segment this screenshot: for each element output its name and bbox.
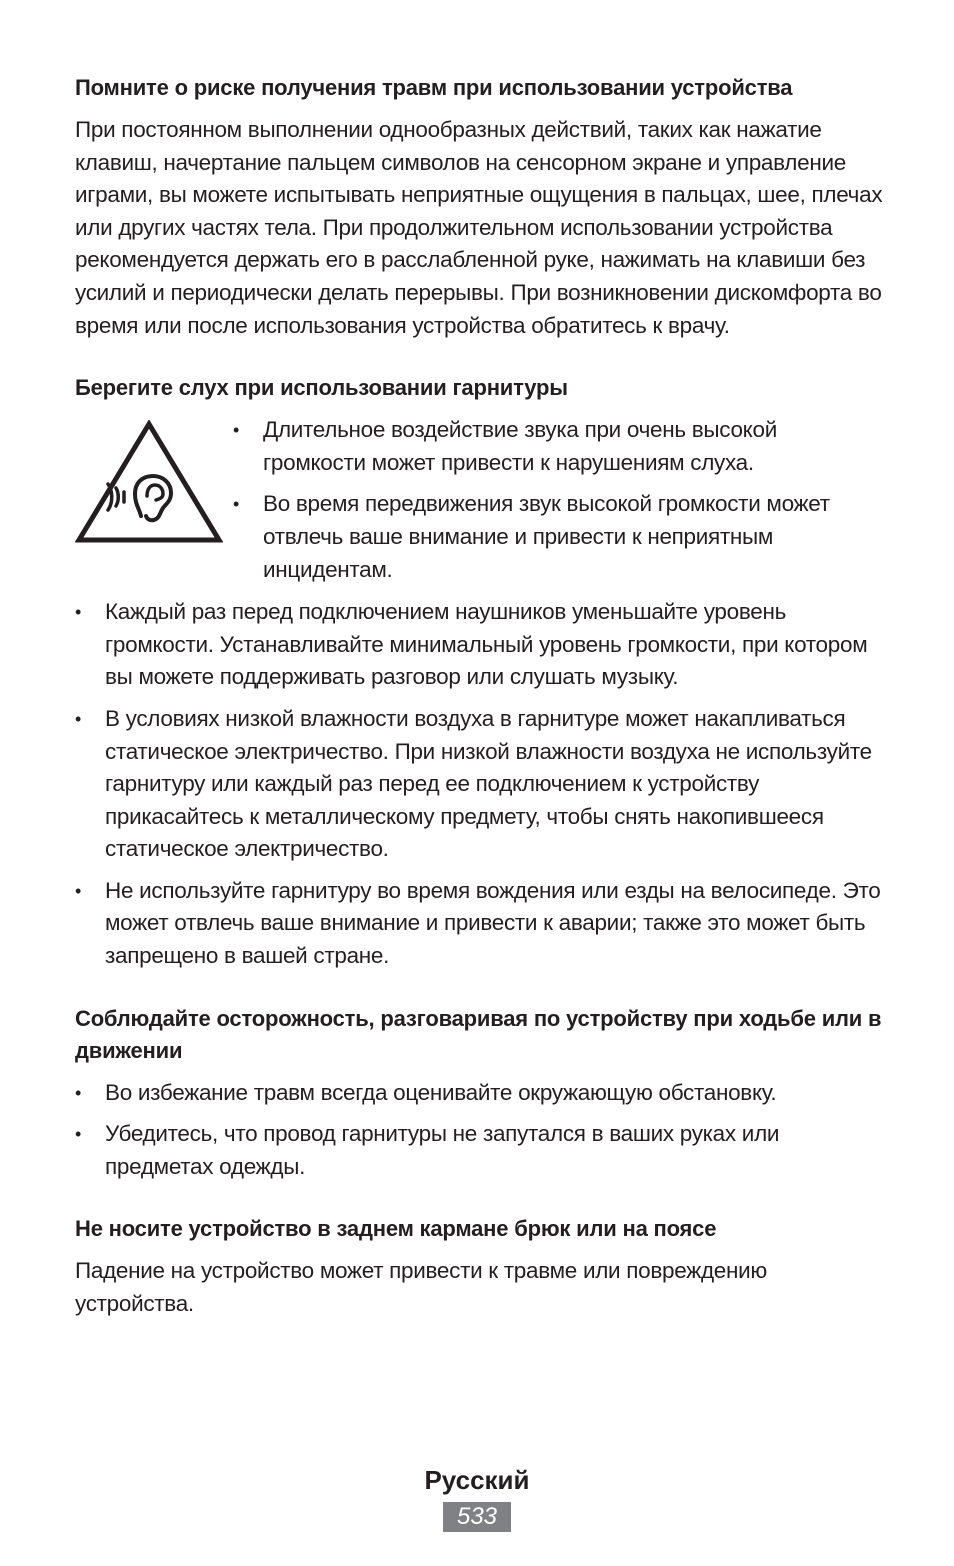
footer-language: Русский [424, 1465, 530, 1495]
hearing-icon-bullet-list [233, 414, 885, 586]
section-paragraph-injury: При постоянном выполнении однообразных действий, таких как нажатие клавиш, начертание пальцем символов на сенсорном экране и управление играми, вы можете испытывать неприятные ощущения в пальцах, шее, плечах или других частях тела. При продолжительном использовании устройства рекомендуется держать его в расслабленной руке, нажимать на клавиши без усилий и периодически делать перерывы. При возникновении дискомфорта во время или после использования устройства обратитесь к врачу. [75, 117, 883, 338]
section-heading-hearing: Берегите слух при использовании гарнитуры [75, 375, 568, 401]
section-heading-injury: Помните о риске получения травм при использовании устройства [75, 75, 793, 100]
hearing-warning-icon [75, 420, 223, 546]
list-item: • В условиях низкой влажности воздуха в гарнитуре может накапливаться статическое электричество. При низкой влажности воздуха не используйте гарнитуру или каждый раз перед ее подключением к устройству прикасайтесь к металлическому предмету, чтобы снять накопившееся статическое электричество. [75, 703, 885, 866]
hearing-warning-block [75, 414, 885, 586]
page-number: 533 [443, 1502, 511, 1532]
list-item: • Во время передвижения звук высокой громкости может отвлечь ваше внимание и привести к неприятным инцидентам. [233, 488, 885, 586]
section-heading-walking: Соблюдайте осторожность, разговаривая по устройству при ходьбе или в движении [75, 1005, 882, 1063]
list-item: • Во избежание травм всегда оценивайте окружающую обстановку. [75, 1077, 885, 1110]
list-item: • Длительное воздействие звука при очень высокой громкости может привести к нарушениям слуха. [233, 414, 885, 479]
page-content [75, 72, 885, 1321]
list-item: • Убедитесь, что провод гарнитуры не запутался в ваших руках или предметах одежды. [75, 1118, 885, 1183]
page-footer [0, 1462, 954, 1532]
section-paragraph-pocket: Падение на устройство может привести к травме или повреждению устройства. [75, 1258, 767, 1317]
section-heading-pocket: Не носите устройство в заднем кармане брюк или на поясе [75, 1216, 717, 1242]
walking-bullet-list [75, 1077, 885, 1184]
hearing-bullet-list [75, 596, 885, 973]
list-item: • Каждый раз перед подключением наушников уменьшайте уровень громкости. Устанавливайте минимальный уровень громкости, при котором вы можете поддерживать разговор или слушать музыку. [75, 596, 885, 694]
list-item: • Не используйте гарнитуру во время вождения или езды на велосипеде. Это может отвлечь ваше внимание и привести к аварии; также это может быть запрещено в вашей стране. [75, 875, 885, 973]
